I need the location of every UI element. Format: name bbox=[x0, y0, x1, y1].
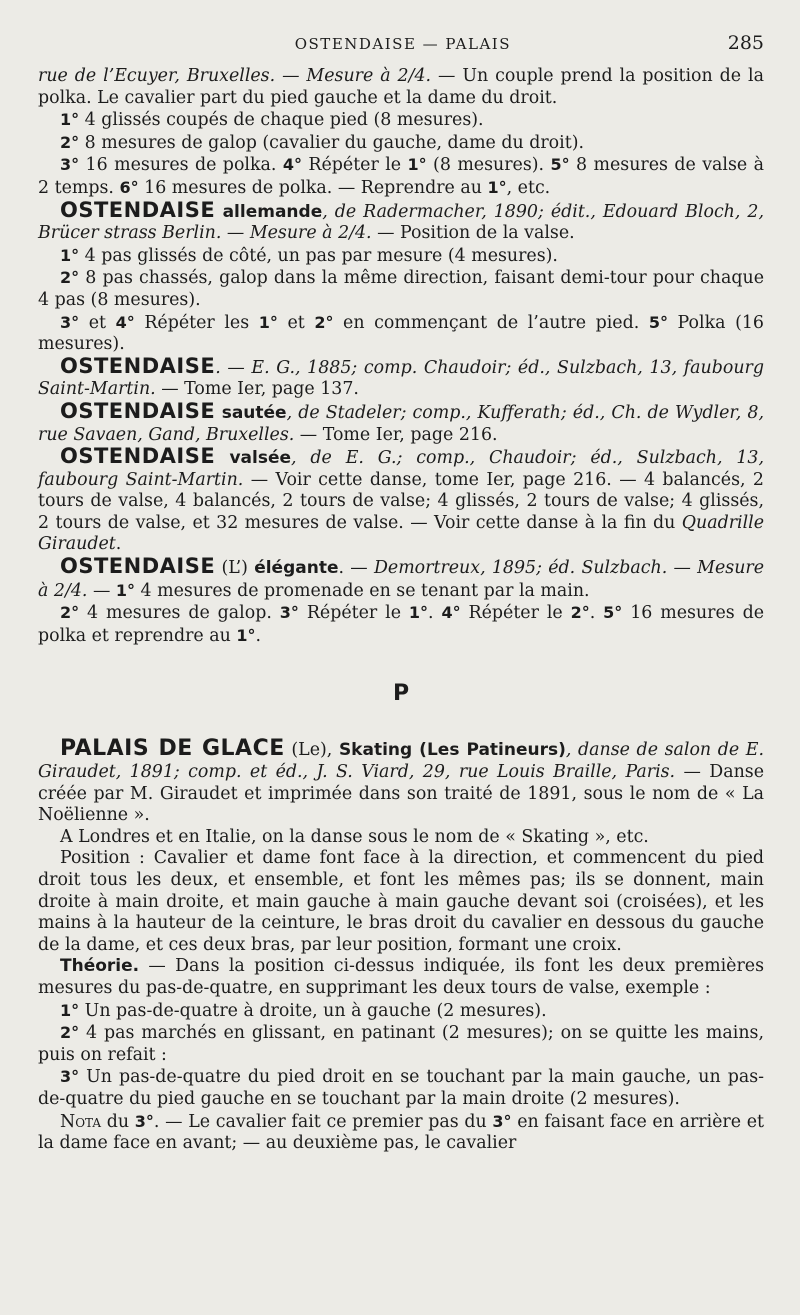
entry-source: . — E. G., 1885; comp. Chaudoir; éd., Sulzbach, 13, faubourg Saint-Martin. bbox=[38, 357, 764, 400]
nota-text: . — Le cavalier fait ce premier pas du bbox=[153, 1111, 493, 1132]
entry-qualifier: sautée bbox=[215, 402, 287, 423]
step-ref: 1° bbox=[236, 625, 256, 645]
step-text: 16 mesures de polka. — Reprendre au bbox=[138, 177, 488, 198]
step-text: 4 glissés coupés de chaque pied (8 mesures). bbox=[79, 110, 484, 131]
step-number: 4° bbox=[282, 155, 302, 175]
step-number: 1° bbox=[60, 110, 80, 130]
entry-article: (L’) bbox=[215, 558, 255, 579]
paragraph-nota bbox=[38, 1111, 764, 1155]
step-text: et bbox=[79, 312, 116, 333]
entry-ostendaise-elegante bbox=[38, 556, 764, 602]
step-text: Répéter le bbox=[460, 603, 571, 624]
step-text: 16 mesures de polka et reprendre au bbox=[38, 603, 764, 646]
step-text: 4 mesures de galop. bbox=[79, 603, 280, 624]
paragraph-theorie bbox=[38, 956, 764, 999]
entry-ostendaise-valsee bbox=[38, 446, 764, 556]
step-number: 2° bbox=[60, 268, 80, 288]
entry-ostendaise-allemande bbox=[38, 197, 764, 245]
step-ref: 2° bbox=[314, 312, 334, 332]
step-text: Un pas-de-quatre du pied droit en se touchant par la main gauche, un pas-de-quatre du pied gauche en se touchant par la main droite (2 mesures). bbox=[38, 1067, 764, 1109]
continuation-source: rue de l’Ecuyer, Bruxelles. — Mesure à 2/4. — bbox=[38, 66, 456, 86]
step-number: 5° bbox=[550, 155, 570, 175]
step-text: . bbox=[428, 603, 442, 624]
nota-text: du bbox=[101, 1111, 135, 1132]
entry-headword: PALAIS DE GLACE bbox=[60, 736, 285, 762]
step-text: et bbox=[277, 312, 315, 333]
step-3-5 bbox=[38, 312, 764, 356]
step-number: 4° bbox=[115, 312, 135, 332]
step-text: . bbox=[255, 625, 261, 646]
entry-text: . bbox=[115, 534, 122, 555]
paragraph-position: Position : Cavalier et dame font face à la direction, et commencent du pied droit tous les deux, et ensemble, et font les mêmes pas; ils se donnent, main droite à main droite, et main gauche à main gauche devant soi (croisées), et les mains à la hauteur de la ceinture, le bras droit du cavalier en dessous du gauche de la dame, et ces deux bras, par leur position, formant une croix. bbox=[38, 848, 764, 955]
step-ref: 2° bbox=[570, 603, 590, 623]
step-1 bbox=[38, 1000, 764, 1023]
section-letter: P bbox=[392, 681, 410, 707]
nota-text: en faisant face en arrière et la dame face en avant; — au deuxième pas, le cavalier bbox=[38, 1111, 764, 1154]
entry-article: (Le), bbox=[284, 740, 339, 761]
entry-headword: OSTENDAISE bbox=[60, 353, 216, 378]
step-number: 3° bbox=[60, 312, 80, 332]
step-number: 6° bbox=[119, 177, 139, 197]
entry-headword: OSTENDAISE bbox=[60, 197, 216, 222]
step-2-5 bbox=[38, 602, 764, 647]
step-text: . bbox=[589, 603, 604, 624]
entry-source: Demortreux, 1895; éd. Sulzbach. — Mesure à 2/4. bbox=[38, 558, 764, 601]
entry-palais-de-glace bbox=[38, 738, 764, 826]
step-2 bbox=[38, 267, 764, 311]
entry-text: — bbox=[87, 580, 116, 601]
nota-label: Nota bbox=[60, 1111, 102, 1132]
step-ref: 1° bbox=[407, 155, 427, 175]
step-3-6 bbox=[38, 154, 764, 199]
paragraph-london: A Londres et en Italie, on la danse sous le nom de « Skating », etc. bbox=[60, 826, 649, 847]
theorie-text: — Dans la position ci-dessus indiquée, ils font les deux premières mesures du pas-de-quatre, en supprimant les deux tours de valse, exemple : bbox=[38, 956, 764, 998]
entry-text: — Tome Ier, page 137. bbox=[155, 379, 359, 400]
entry-headword: OSTENDAISE bbox=[60, 554, 216, 579]
step-text: en commençant de l’autre pied. bbox=[333, 312, 649, 333]
entry-source: , de Radermacher, 1890; édit., Edouard Bloch, 2, Brücer strass Berlin. — Mesure à 2/4. bbox=[38, 201, 764, 244]
step-3 bbox=[38, 1066, 764, 1110]
entry-source: , danse de salon de E. Giraudet, 1891; comp. et éd., J. S. Viard, 29, rue Louis Braille, Paris. bbox=[38, 740, 764, 783]
step-ref: 1° bbox=[408, 603, 429, 623]
step-text: (8 mesures). bbox=[426, 155, 551, 176]
entry-text: — Voir cette danse, tome Ier, page 216. — 4 balancés, 2 tours de valse, 4 balancés, 2 tours de valse; 4 glissés, 2 tours de valse; 4 glissés, 2 tours de valse, et 32 mesures de valse. — Voir cette danse à la fin du bbox=[38, 469, 764, 533]
step-number: 5° bbox=[648, 312, 668, 332]
entry-headword: OSTENDAISE bbox=[60, 444, 216, 469]
entry-text: — Tome Ier, page 216. bbox=[294, 424, 498, 445]
step-number: 2° bbox=[60, 132, 80, 152]
step-ref: 3° bbox=[134, 1111, 154, 1131]
step-number: 2° bbox=[60, 603, 80, 623]
step-ref: 3° bbox=[492, 1111, 512, 1131]
continuation-text: Un couple prend la position de la polka. Le cavalier part du pied gauche et la dame du droit. bbox=[38, 66, 764, 108]
page-header bbox=[38, 32, 764, 54]
step-2 bbox=[38, 132, 764, 155]
entry-text: — Position de la valse. bbox=[371, 223, 575, 244]
cross-reference: Quadrille Giraudet bbox=[38, 512, 764, 555]
step-text: Répéter les bbox=[134, 312, 259, 333]
step-number: 1° bbox=[115, 580, 136, 600]
entry-ostendaise bbox=[38, 353, 764, 401]
step-number: 4° bbox=[441, 603, 461, 623]
step-number: 3° bbox=[60, 155, 80, 175]
entry-ostendaise-sautee bbox=[38, 398, 764, 446]
step-number: 3° bbox=[279, 603, 299, 623]
step-text: Répéter le bbox=[298, 603, 409, 624]
step-1 bbox=[38, 245, 764, 268]
step-text: Polka (16 mesures). bbox=[38, 312, 765, 355]
step-number: 1° bbox=[60, 245, 80, 265]
entry-text: . — bbox=[338, 558, 374, 579]
step-ref: 1° bbox=[487, 177, 507, 197]
entry-text: — Danse créée par M. Giraudet et imprimée dans son traité de 1891, sous le nom de « La Noëlienne ». bbox=[38, 762, 764, 826]
entry-qualifier: valsée bbox=[215, 448, 292, 469]
step-text: Un pas-de-quatre à droite, un à gauche (2 mesures). bbox=[79, 1000, 547, 1021]
step-text: 8 mesures de valse à 2 temps. bbox=[38, 155, 764, 198]
step-2 bbox=[38, 1022, 764, 1066]
step-text: Répéter le bbox=[301, 155, 408, 176]
step-text: 4 pas marchés en glissant, en patinant (2 mesures); on se quitte les mains, puis on refait : bbox=[38, 1023, 764, 1065]
page-number: 285 bbox=[727, 32, 764, 54]
step-number: 3° bbox=[60, 1067, 80, 1087]
step-text: , etc. bbox=[506, 177, 551, 198]
theorie-label: Théorie. bbox=[60, 956, 140, 977]
entry-qualifier: allemande bbox=[215, 201, 323, 222]
step-text: 4 pas glissés de côté, un pas par mesure (4 mesures). bbox=[79, 245, 558, 266]
step-ref: 1° bbox=[258, 312, 278, 332]
step-number: 1° bbox=[60, 1000, 80, 1020]
entry-source: , de E. G.; comp., Chaudoir; éd., Sulzbach, 13, faubourg Saint-Martin. bbox=[38, 448, 764, 490]
entry-qualifier: Skating (Les Patineurs) bbox=[338, 740, 566, 761]
step-1 bbox=[38, 109, 764, 132]
step-text: 4 mesures de promenade en se tenant par la main. bbox=[135, 580, 590, 601]
entry-source: , de Stadeler; comp., Kufferath; éd., Ch. de Wydler, 8, rue Savaen, Gand, Bruxelles. bbox=[38, 402, 764, 445]
step-number: 2° bbox=[60, 1023, 80, 1043]
running-head: OSTENDAISE — PALAIS bbox=[294, 35, 511, 53]
step-text: 16 mesures de polka. bbox=[79, 155, 283, 176]
step-number: 5° bbox=[603, 603, 623, 623]
step-text: 8 pas chassés, galop dans la même direction, faisant demi-tour pour chaque 4 pas (8 mesures). bbox=[38, 268, 764, 310]
step-text: 8 mesures de galop (cavalier du gauche, dame du droit). bbox=[79, 132, 585, 153]
continuation-paragraph bbox=[38, 66, 764, 109]
entry-qualifier: élégante bbox=[254, 558, 339, 579]
entry-headword: OSTENDAISE bbox=[60, 398, 216, 423]
